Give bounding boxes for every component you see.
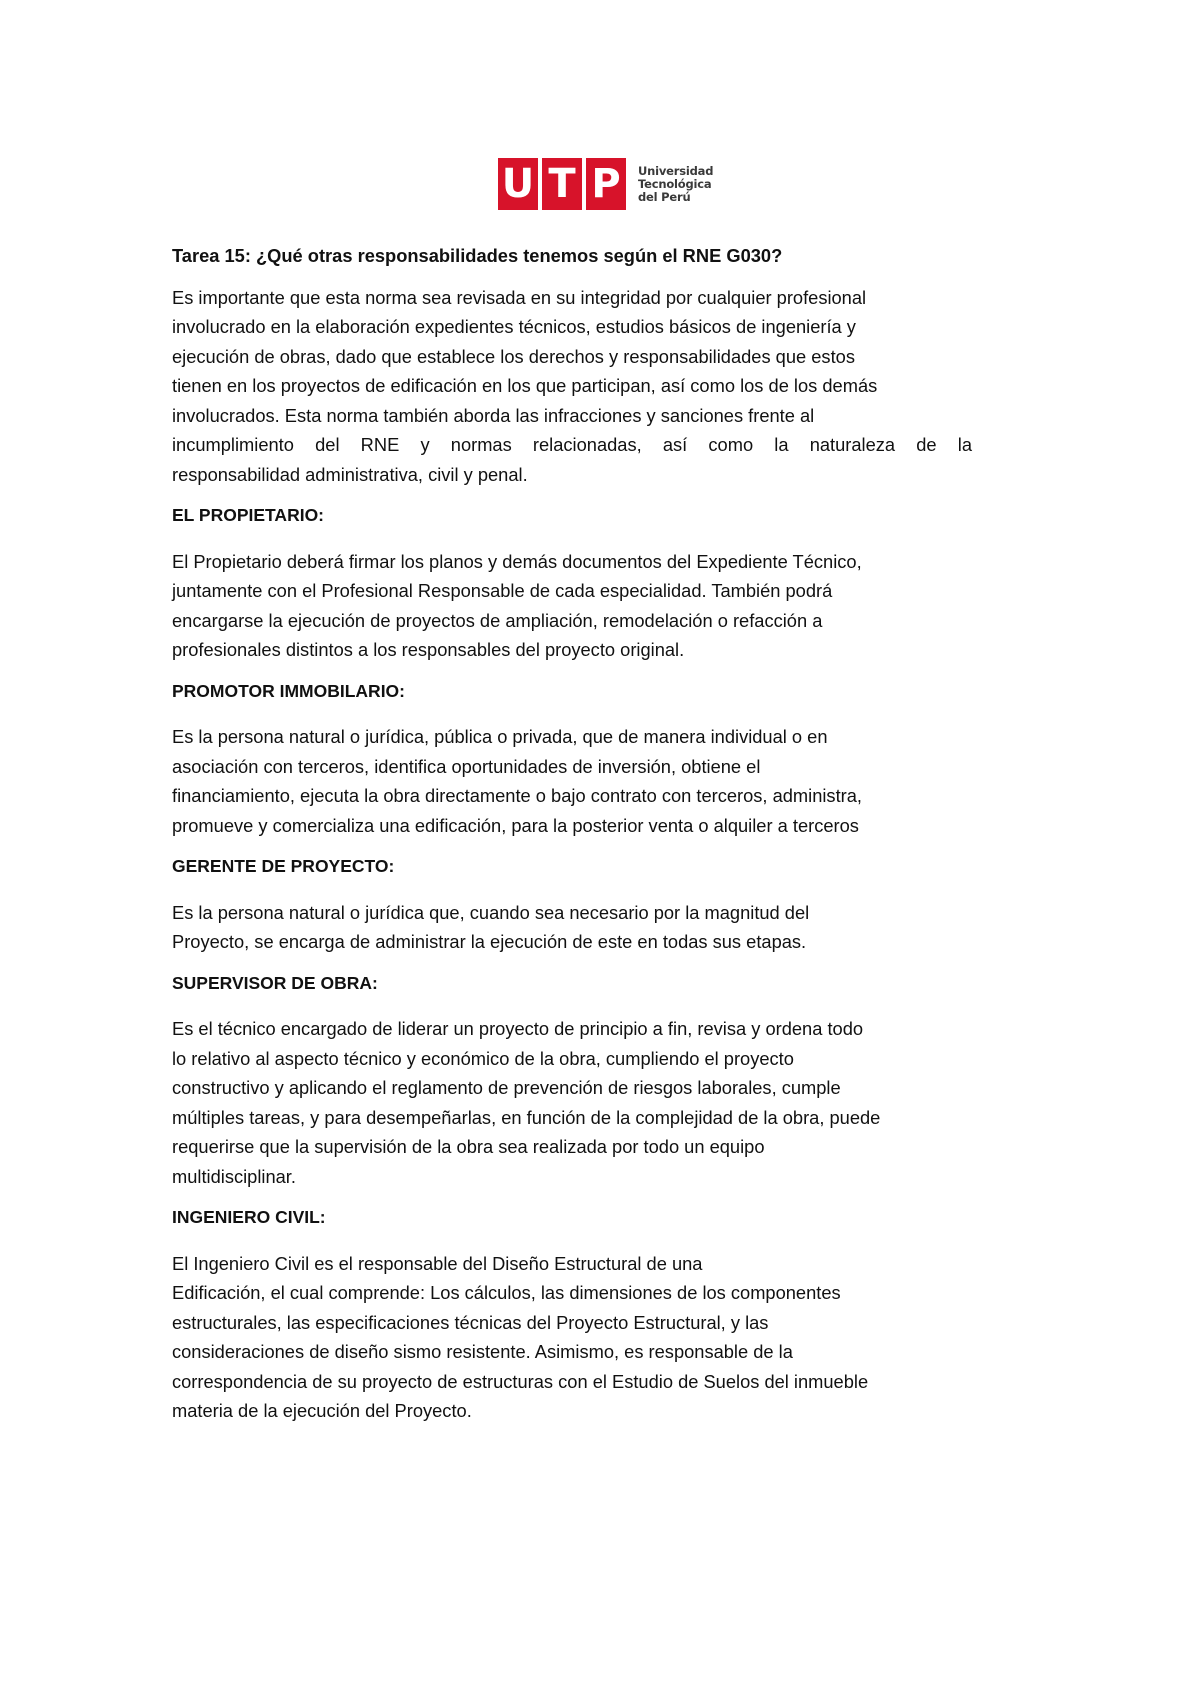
section-heading-propietario: EL PROPIETARIO: (172, 505, 325, 525)
text-line: responsabilidad administrativa, civil y penal. (172, 463, 528, 485)
section-paragraph-supervisor (172, 1014, 972, 1191)
section-heading-promotor: PROMOTOR IMMOBILARIO: (172, 680, 405, 701)
text-line: El Ingeniero Civil es el responsable del Diseño Estructural de una (172, 1252, 703, 1274)
section-heading-supervisor: SUPERVISOR DE OBRA: (172, 972, 378, 993)
text-line: encargarse la ejecución de proyectos de ampliación, remodelación o refacción a (172, 609, 823, 631)
text-line: Es la persona natural o jurídica, pública o privada, que de manera individual o en (172, 726, 828, 747)
text-line: juntamente con el Profesional Responsable de cada especialidad. También podrá (172, 580, 833, 601)
text-line: incumplimiento del RNE y normas relacionadas, así como la naturaleza de la (172, 434, 972, 455)
section-heading-gerente: GERENTE DE PROYECTO: (172, 856, 395, 876)
text-line: múltiples tareas, y para desempeñarlas, en función de la complejidad de la obra, puede (172, 1106, 881, 1128)
document-title: Tarea 15: ¿Qué otras responsabilidades tenemos según el RNE G030? (172, 245, 783, 266)
text-line: lo relativo al aspecto técnico y económico de la obra, cumpliendo el proyecto (172, 1047, 794, 1069)
logo-text-line: Universidad (638, 163, 714, 178)
text-line: materia de la ejecución del Proyecto. (172, 1400, 472, 1421)
logo-letter-p: P (586, 158, 626, 210)
section-paragraph-promotor (172, 722, 972, 840)
document-body (172, 241, 972, 1438)
utp-logo (498, 158, 713, 210)
logo-text-line: Tecnológica (638, 176, 712, 191)
text-line: financiamiento, ejecuta la obra directamente o bajo contrato con terceros, administra, (172, 785, 862, 806)
text-line: asociación con terceros, identifica oportunidades de inversión, obtiene el (172, 755, 761, 777)
logo-university-name (638, 165, 713, 204)
section-paragraph-propietario (172, 547, 972, 665)
logo-letter-t: T (542, 158, 582, 210)
text-line: promueve y comercializa una edificación, para la posterior venta o alquiler a terceros (172, 814, 859, 836)
text-line: El Propietario deberá firmar los planos y demás documentos del Expediente Técnico, (172, 550, 862, 572)
text-line: Es la persona natural o jurídica que, cuando sea necesario por la magnitud del (172, 901, 810, 923)
text-line: constructivo y aplicando el reglamento de prevención de riesgos laborales, cumple (172, 1077, 841, 1098)
text-line: Es el técnico encargado de liderar un proyecto de principio a fin, revisa y ordena todo (172, 1018, 864, 1039)
text-line: estructurales, las especificaciones técnicas del Proyecto Estructural, y las (172, 1311, 769, 1333)
intro-paragraph (172, 283, 972, 490)
text-line: multidisciplinar. (172, 1165, 296, 1187)
text-line: Es importante que esta norma sea revisada en su integridad por cualquier profesional (172, 286, 867, 308)
logo-text-line: del Perú (638, 189, 691, 204)
text-line: involucrados. Esta norma también aborda las infracciones y sanciones frente al (172, 404, 815, 426)
section-heading-ingeniero: INGENIERO CIVIL: (172, 1207, 326, 1227)
text-line: tienen en los proyectos de edificación en los que participan, así como los de los demás (172, 375, 878, 396)
text-line: consideraciones de diseño sismo resistente. Asimismo, es responsable de la (172, 1341, 793, 1362)
logo-letter-u: U (498, 158, 538, 210)
text-line: involucrado en la elaboración expedientes técnicos, estudios básicos de ingeniería y (172, 316, 856, 337)
text-line: requerirse que la supervisión de la obra sea realizada por todo un equipo (172, 1136, 765, 1157)
text-line: ejecución de obras, dado que establece los derechos y responsabilidades que estos (172, 345, 855, 367)
section-paragraph-gerente (172, 898, 972, 957)
logo-letters (498, 158, 626, 210)
text-line: Proyecto, se encarga de administrar la ejecución de este en todas sus etapas. (172, 931, 807, 952)
text-line: profesionales distintos a los responsables del proyecto original. (172, 639, 685, 660)
section-paragraph-ingeniero (172, 1249, 972, 1426)
text-line: Edificación, el cual comprende: Los cálculos, las dimensiones de los componentes (172, 1282, 841, 1303)
text-line: correspondencia de su proyecto de estructuras con el Estudio de Suelos del inmueble (172, 1370, 869, 1392)
